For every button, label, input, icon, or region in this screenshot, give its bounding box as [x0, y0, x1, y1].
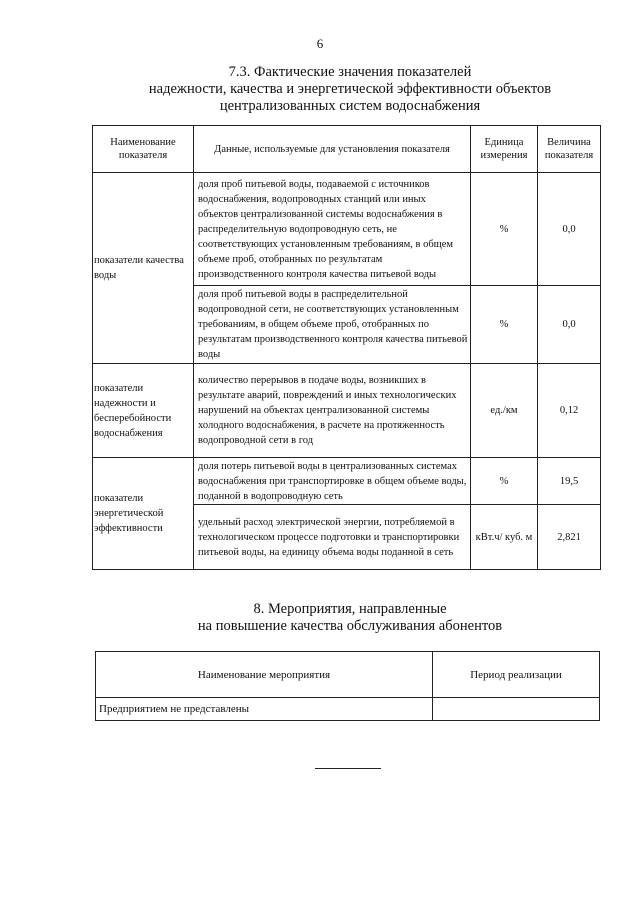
indicator-unit: кВт.ч/ куб. м: [471, 505, 538, 570]
indicator-value: 0,12: [538, 364, 601, 458]
indicator-description: доля проб питьевой воды в распределительной водопроводной сети, не соответствующих установленным требованиям, в общем объеме проб, отобранных по результатам производственного контроля качества питьевой воды: [194, 286, 471, 364]
page-number: 6: [316, 36, 324, 51]
indicators-header-row: [93, 126, 601, 173]
group-name-water-quality: показатели качества воды: [93, 173, 194, 364]
section-8-title-line: 8. Мероприятия, направленные: [253, 601, 447, 617]
section-8-title: [60, 601, 640, 635]
indicator-description: доля проб питьевой воды, подаваемой с источников водоснабжения, водопроводных станций или иных объектов централизованной системы водоснабжения в распределительную водопроводную сеть, не соответствующих установленным требованиям, в общем объеме проб, отобранных по результатам производственного контроля качества питьевой воды: [194, 173, 471, 286]
header-measure-period: Период реализации: [433, 652, 600, 698]
section-7-3-title-line: 7.3. Фактические значения показателей: [228, 64, 472, 80]
indicator-value: 0,0: [538, 286, 601, 364]
indicator-value: 0,0: [538, 173, 601, 286]
indicator-description: количество перерывов в подаче воды, возникших в результате аварий, повреждений и иных технологических нарушений на объектах централизованной системы холодного водоснабжения, в расчете на протяженность водопроводной сети в год: [194, 364, 471, 458]
section-7-3-title-line: надежности, качества и энергетической эффективности объектов: [148, 81, 552, 97]
header-indicator-unit: Единица измерения: [471, 126, 538, 173]
section-7-3-title: [60, 64, 640, 115]
table-row: [93, 364, 601, 458]
indicator-value: 19,5: [538, 458, 601, 505]
measures-table: [95, 651, 600, 721]
indicator-unit: %: [471, 286, 538, 364]
group-name-reliability: показатели надежности и бесперебойности водоснабжения: [93, 364, 194, 458]
indicator-unit: ед./км: [471, 364, 538, 458]
section-8-title-line: на повышение качества обслуживания абонентов: [197, 618, 503, 634]
group-name-energy-efficiency: показатели энергетической эффективности: [93, 458, 194, 570]
header-measure-name: Наименование мероприятия: [96, 652, 433, 698]
signature-line: [315, 768, 381, 769]
table-row: [96, 698, 600, 721]
indicator-value: 2,821: [538, 505, 601, 570]
indicators-table: [92, 125, 601, 570]
table-row: [93, 173, 601, 286]
measure-name: Предприятием не представлены: [96, 698, 433, 721]
indicator-description: доля потерь питьевой воды в централизованных системах водоснабжения при транспортировке в общем объеме воды, поданной в водопроводную сеть: [194, 458, 471, 505]
indicator-unit: %: [471, 173, 538, 286]
indicator-description: удельный расход электрической энергии, потребляемой в технологическом процессе подготовки и транспортировки питьевой воды, на единицу объема воды поданной в сеть: [194, 505, 471, 570]
measure-period: [433, 698, 600, 721]
header-indicator-data: Данные, используемые для установления показателя: [194, 126, 471, 173]
section-7-3-title-line: централизованных систем водоснабжения: [219, 98, 481, 114]
table-row: [93, 458, 601, 505]
indicator-unit: %: [471, 458, 538, 505]
measures-header-row: [96, 652, 600, 698]
header-indicator-value: Величина показателя: [538, 126, 601, 173]
header-indicator-name: Наименование показателя: [93, 126, 194, 173]
